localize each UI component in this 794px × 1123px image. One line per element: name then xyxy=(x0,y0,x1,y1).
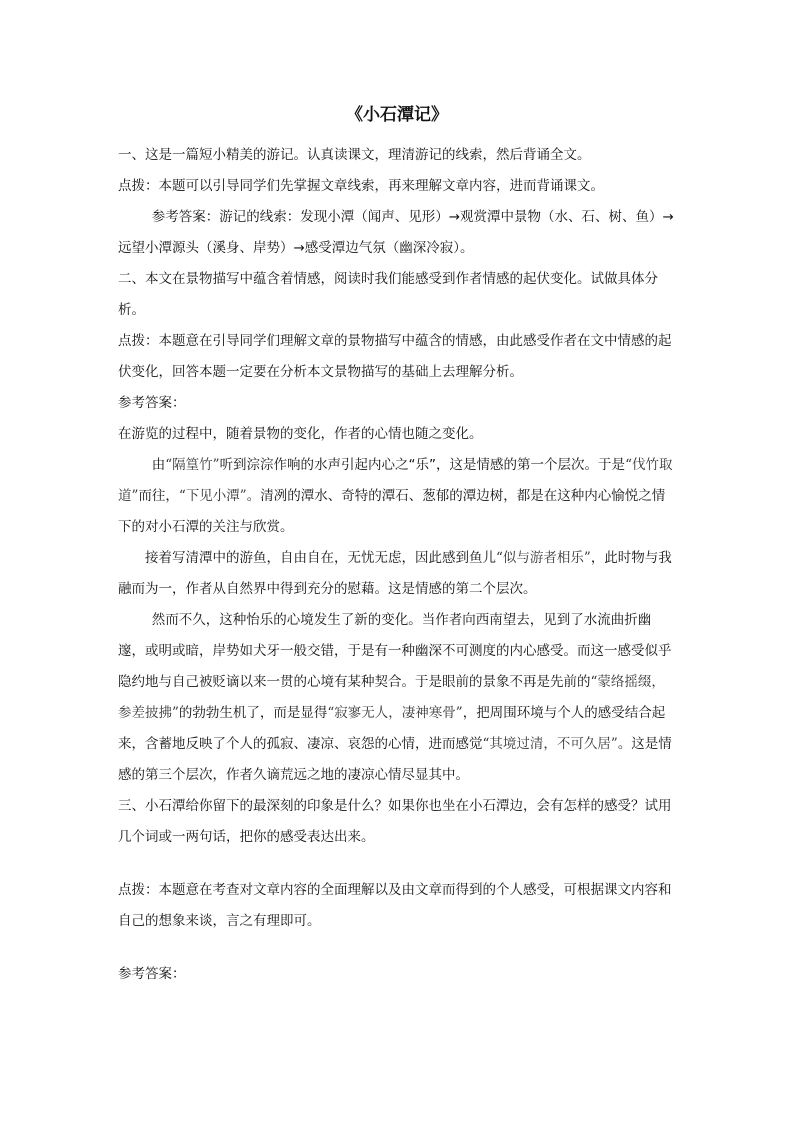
quote-run: “隔篁竹” xyxy=(165,457,220,473)
quote-run: “其境过清，不可久居” xyxy=(482,736,618,752)
spacer xyxy=(118,937,676,959)
question-3: 三、小石潭给你留下的最深刻的印象是什么？如果你也坐在小石潭边，会有怎样的感受？试用几个词或一两句话，把你的感受表达出来。 xyxy=(118,798,672,845)
answer-2-paragraph-3 xyxy=(118,543,676,605)
text-run: 由 xyxy=(151,457,166,473)
answer-label-2: 参考答案： xyxy=(118,395,186,411)
question-2: 二、本文在景物描写中蕴含着情感，阅读时我们能感受到作者情感的起伏变化。试做具体分析。 xyxy=(118,271,658,318)
document-title: 《小石潭记》 xyxy=(346,105,448,125)
text-run: 接着写清潭中的游鱼，自由自在，无忧无虑，因此感到鱼儿 xyxy=(145,550,496,566)
quote-run: “蒙络摇缀，参差披拂” xyxy=(118,674,665,721)
text-run: 的勃勃生机了，而是显得 xyxy=(178,705,328,721)
text-run: 而往， xyxy=(138,488,179,504)
text-run: 。这是情感的第三个层次，作者久谪荒远之地的凄凉心情尽显其中。 xyxy=(118,736,672,783)
question-1: 一、这是一篇短小精美的游记。认真读课文，理清游记的线索，然后背诵全文。 xyxy=(118,147,591,163)
hint-2: 点拨：本题意在引导同学们理解文章的景物描写中蕴含的情感，由此感受作者在文中情感的起伏变化，回答本题一定要在分析本文景物描写的基础上去理解分析。 xyxy=(118,333,672,380)
quote-run: “伐竹取道” xyxy=(118,457,673,504)
text-run: 听到淙淙作响的水声引起内心之“乐”，这是情感的第一个层次。于是 xyxy=(219,457,626,473)
text-run: 然而不久，这种怡乐的心境发生了新的变化。当作者向西南望去，见到了水流曲折幽邃，或明或暗，岸势如犬牙一般交错，于是有一种幽深不可测度的内心感受。而这一感受似乎隐约地与自己被贬谪以来一贯的心境有某种契合。于是眼前的景象不再是先前的 xyxy=(118,612,672,690)
document-body xyxy=(118,140,676,990)
text-run: ，把周围环境与个人的感受结合起来，含蓄地反映了个人的孤寂、凄凉、哀怨的心情，进而感觉 xyxy=(118,705,666,752)
answer-label-3: 参考答案： xyxy=(118,966,186,982)
quote-run: “寂寥无人，凄神寒骨” xyxy=(327,705,463,721)
hint-1: 点拨：本题可以引导同学们先掌握文章线索，再来理解文章内容，进而背诵课文。 xyxy=(118,178,604,194)
answer-2-paragraph-4 xyxy=(118,605,676,791)
answer-2-paragraph-1: 在游览的过程中，随着景物的变化，作者的心情也随之变化。 xyxy=(118,426,483,442)
text-run: ，此时物与我融而为一，作者从自然界中得到充分的慰藉。这是情感的第二个层次。 xyxy=(118,550,672,597)
spacer xyxy=(118,853,676,875)
quote-run: “似与游者相乐” xyxy=(496,550,591,566)
text-run: 。清冽的潭水、奇特的潭石、葱郁的潭边树，都是在这种内心愉悦之情下的对小石潭的关注与欣赏。 xyxy=(118,488,666,535)
hint-3: 点拨：本题意在考查对文章内容的全面理解以及由文章而得到的个人感受，可根据课文内容和自己的想象来谈，言之有理即可。 xyxy=(118,882,672,929)
answer-1: 参考答案：游记的线索：发现小潭（闻声、见形）→观赏潭中景物（水、石、树、鱼）→远望小潭源头（溪身、岸势）→感受潭边气氛（幽深冷寂）。 xyxy=(118,209,674,256)
quote-run: “下见小潭” xyxy=(178,488,247,504)
answer-2-paragraph-2 xyxy=(118,450,676,543)
